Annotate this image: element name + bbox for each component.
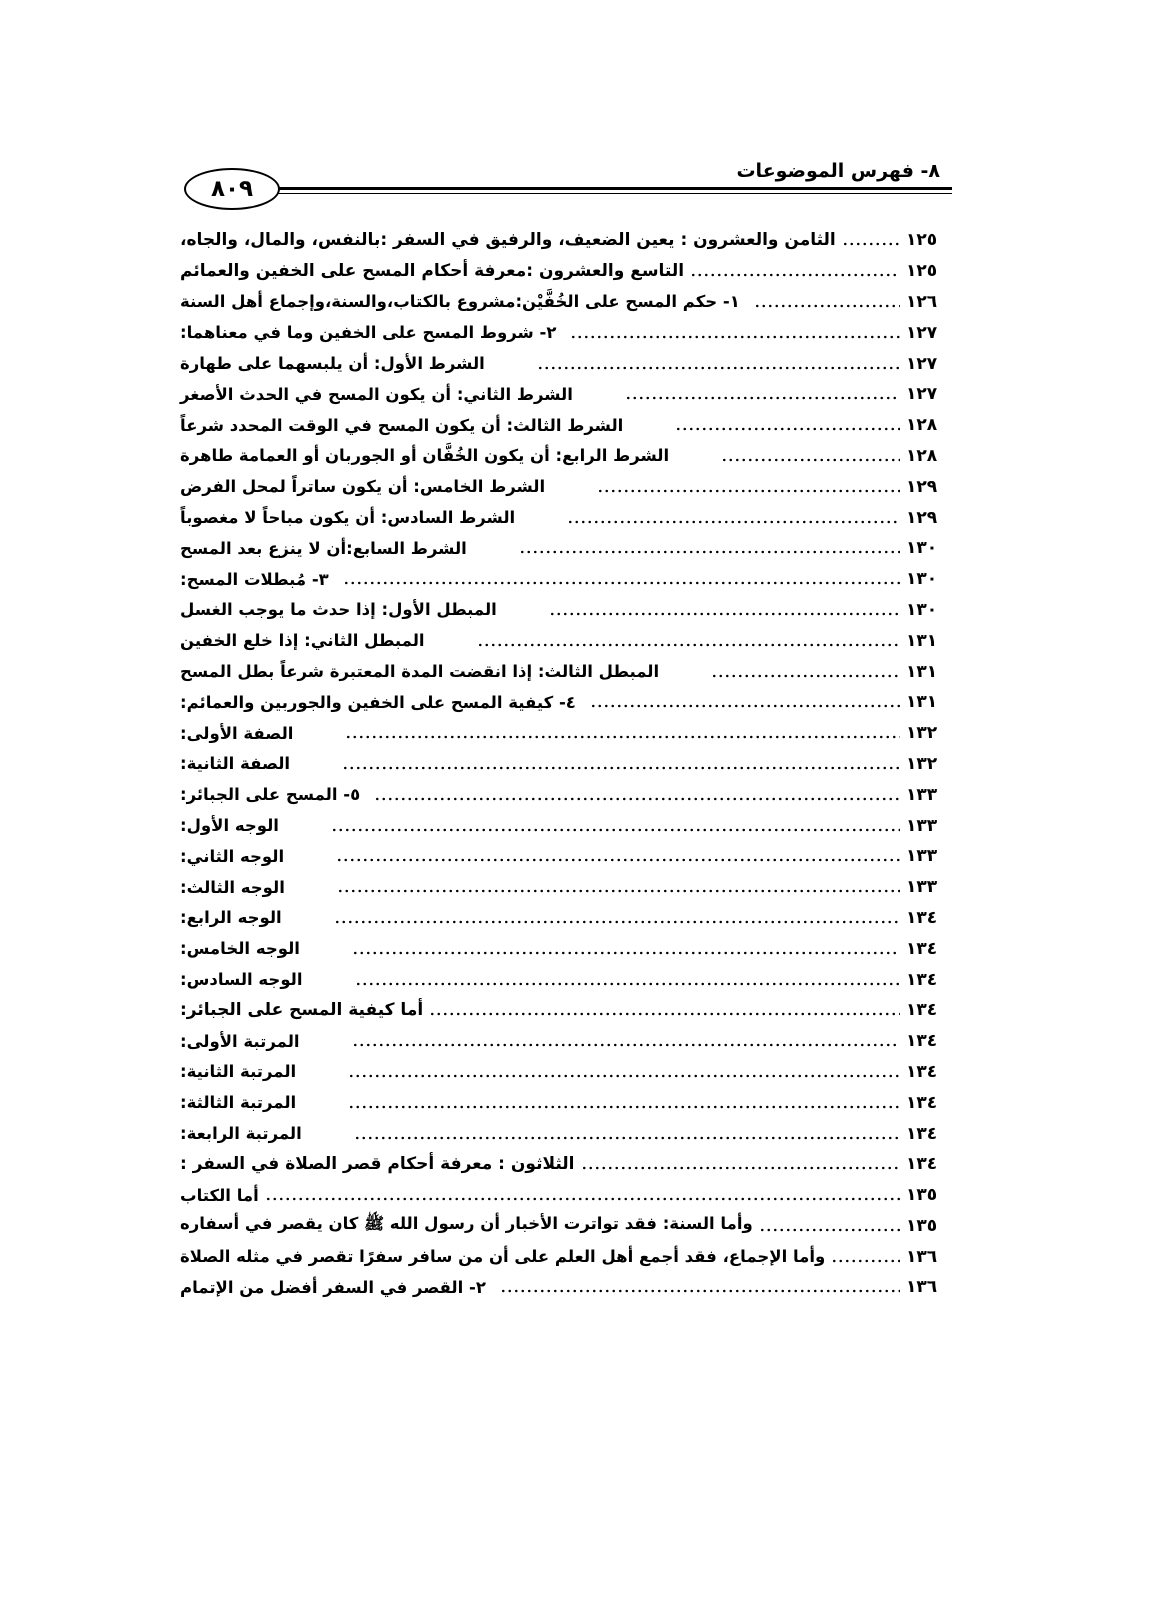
toc-entry: [180, 1272, 952, 1303]
page-header: [180, 160, 952, 216]
toc-entry-title: وأما السنة: فقد تواترت الأخبار أن رسول الله ﷺ كان يقصر في أسفاره: [180, 1213, 753, 1233]
toc-entry: [180, 287, 952, 318]
table-of-contents: [180, 225, 952, 1303]
toc-entry-title: الوجه الرابع:: [180, 908, 282, 928]
dot-leader: [348, 1096, 900, 1110]
toc-entry-title: الثامن والعشرون : يعين الضعيف، والرفيق في السفر :بالنفس، والمال، والجاه،: [180, 230, 836, 251]
toc-entry-title: المرتبة الثانية:: [180, 1062, 297, 1082]
dot-leader: [711, 665, 900, 679]
toc-entry-title: المرتبة الرابعة:: [180, 1124, 302, 1143]
toc-entry: [180, 564, 952, 595]
toc-entry: [180, 1057, 952, 1088]
toc-entry: [180, 1026, 952, 1057]
dot-leader: [374, 788, 900, 802]
toc-entry-page: ١٢٦: [906, 291, 938, 312]
toc-entry-page: ١٣٣: [906, 815, 938, 836]
toc-entry-page: ١٣٤: [906, 938, 938, 959]
toc-entry-page: ١٣٦: [906, 1277, 938, 1298]
toc-entry-page: ١٣٤: [906, 1031, 938, 1052]
toc-entry: [180, 502, 952, 533]
dot-leader: [348, 1065, 900, 1079]
toc-entry-page: ١٢٧: [906, 322, 938, 343]
toc-entry-page: ١٣٦: [906, 1246, 938, 1267]
toc-entry: [180, 1149, 952, 1180]
toc-entry-page: ١٣٠: [906, 599, 938, 620]
dot-leader: [345, 726, 900, 740]
dot-leader: [355, 973, 900, 987]
toc-entry: [180, 471, 952, 502]
dot-leader: [519, 541, 900, 555]
toc-entry: [180, 933, 952, 964]
toc-entry: [180, 1180, 952, 1211]
toc-entry: [180, 872, 952, 903]
toc-entry: [180, 1241, 952, 1272]
toc-entry-title: المبطل الأول: إذا حدث ما يوجب الغسل: [180, 600, 497, 620]
toc-entry-title: أما الكتاب: [180, 1185, 259, 1205]
toc-entry-page: ١٢٥: [906, 261, 938, 282]
toc-entry-page: ١٣٤: [906, 1123, 938, 1144]
toc-entry-title: المرتبة الثالثة:: [180, 1093, 297, 1113]
toc-entry-page: ١٣٣: [906, 784, 938, 805]
toc-entry-title: ٤- كيفية المسح على الخفين والجوربين والعمائم:: [180, 692, 576, 712]
toc-entry-title: الوجه الثالث:: [180, 877, 285, 897]
dot-leader: [549, 603, 900, 617]
dot-leader: [354, 1127, 900, 1141]
dot-leader: [590, 695, 900, 709]
toc-entry-page: ١٣١: [906, 630, 938, 651]
toc-entry-title: الوجه الأول:: [180, 816, 279, 836]
toc-entry: [180, 687, 952, 718]
toc-entry-title: الشرط السادس: أن يكون مباحاً لا مغصوباً: [180, 508, 516, 528]
toc-entry-page: ١٣٤: [906, 1092, 938, 1113]
dot-leader: [342, 757, 900, 771]
dot-leader: [337, 880, 900, 894]
toc-entry-page: ١٣٠: [906, 569, 938, 590]
toc-entry-page: ١٣٤: [906, 969, 938, 990]
toc-entry-page: ١٢٨: [906, 415, 938, 436]
dot-leader: [567, 511, 900, 525]
dot-leader: [265, 1188, 900, 1202]
toc-entry: [180, 317, 952, 348]
header-rule-thin: [276, 193, 952, 194]
dot-leader: [625, 387, 900, 401]
toc-entry-title: الوجه الخامس:: [180, 939, 300, 959]
dot-leader: [690, 264, 900, 278]
toc-entry-page: ١٣٤: [906, 1000, 938, 1021]
toc-entry-page: ١٣٣: [906, 846, 938, 867]
toc-entry-page: ١٣٤: [906, 1154, 938, 1175]
toc-entry-page: ١٣٠: [906, 538, 938, 559]
dot-leader: [754, 295, 900, 309]
toc-entry-title: ٣- مُبطلات المسح:: [180, 569, 329, 589]
toc-entry-title: المبطل الثاني: إذا خلع الخفين: [180, 631, 425, 651]
toc-entry-page: ١٢٥: [906, 230, 938, 251]
toc-entry-page: ١٣٣: [906, 877, 938, 898]
toc-entry-title: المرتبة الأولى:: [180, 1031, 300, 1051]
dot-leader: [500, 1280, 900, 1294]
toc-entry: [180, 225, 952, 256]
toc-entry-page: ١٣٢: [906, 753, 938, 774]
toc-entry-title: ٢- القصر في السفر أفضل من الإتمام: [180, 1277, 486, 1297]
header-rule-thick: [276, 187, 952, 190]
dot-leader: [477, 634, 900, 648]
toc-entry-title: التاسع والعشرون :معرفة أحكام المسح على الخفين والعمائم: [180, 261, 685, 282]
toc-entry-page: ١٣٥: [906, 1185, 938, 1206]
toc-entry-title: الثلاثون : معرفة أحكام قصر الصلاة في السفر :: [180, 1154, 575, 1175]
dot-leader: [537, 357, 900, 371]
page-number-oval: ٨٠٩: [184, 168, 280, 210]
toc-entry-title: الوجه الثاني:: [180, 846, 285, 866]
toc-entry-title: الشرط الثالث: أن يكون المسح في الوقت المحدد شرعاً: [180, 415, 624, 435]
toc-entry: [180, 779, 952, 810]
toc-entry-page: ١٣٤: [906, 1061, 938, 1082]
dot-leader: [570, 326, 900, 340]
toc-entry: [180, 718, 952, 749]
toc-entry-title: الشرط الثاني: أن يكون المسح في الحدث الأصغر: [180, 384, 573, 404]
dot-leader: [331, 819, 900, 833]
toc-entry: [180, 903, 952, 934]
toc-entry-page: ١٣٤: [906, 907, 938, 928]
toc-entry-title: الوجه السادس:: [180, 970, 303, 990]
toc-entry: [180, 1211, 952, 1242]
toc-entry: [180, 1087, 952, 1118]
toc-entry-title: وأما الإجماع، فقد أجمع أهل العلم على أن من سافر سفرًا تقصر في مثله الصلاة: [180, 1247, 826, 1267]
section-title: ٨- فهرس الموضوعات: [736, 160, 940, 182]
dot-leader: [759, 1219, 900, 1233]
toc-entry: [180, 348, 952, 379]
dot-leader: [721, 449, 900, 463]
toc-entry-title: الشرط الأول: أن يلبسهما على طهارة: [180, 354, 485, 374]
toc-entry: [180, 1118, 952, 1149]
toc-entry: [180, 749, 952, 780]
toc-entry-title: أما كيفية المسح على الجبائر:: [180, 1000, 424, 1021]
toc-entry: [180, 841, 952, 872]
toc-entry: [180, 810, 952, 841]
dot-leader: [352, 1034, 900, 1048]
toc-entry-page: ١٣٥: [906, 1215, 938, 1236]
toc-entry-title: المبطل الثالث: إذا انقضت المدة المعتبرة شرعاً بطل المسح: [180, 662, 660, 682]
toc-entry-title: الصفة الثانية:: [180, 754, 291, 774]
toc-entry-page: ١٢٩: [906, 476, 938, 497]
toc-entry: [180, 964, 952, 995]
toc-entry-title: ٢- شروط المسح على الخفين وما في معناهما:: [180, 323, 557, 343]
toc-entry: [180, 256, 952, 287]
dot-leader: [597, 480, 900, 494]
toc-entry-title: الشرط الخامس: أن يكون ساتراً لمحل الفرض: [180, 477, 546, 497]
dot-leader: [334, 911, 900, 925]
toc-entry: [180, 533, 952, 564]
toc-entry-title: الشرط الرابع: أن يكون الخُفَّان أو الجوربان أو العمامة طاهرة: [180, 446, 670, 466]
toc-entry: [180, 656, 952, 687]
toc-entry-title: الصفة الأولى:: [180, 723, 294, 743]
toc-entry-title: ١- حكم المسح على الخُفَّيْن:مشروع بالكتاب،والسنة،وإجماع أهل السنة: [180, 292, 740, 312]
dot-leader: [842, 233, 900, 247]
toc-entry-page: ١٢٧: [906, 353, 938, 374]
dot-leader: [343, 572, 900, 586]
toc-entry-page: ١٣١: [906, 692, 938, 713]
toc-entry: [180, 441, 952, 472]
toc-entry-page: ١٢٨: [906, 445, 938, 466]
toc-entry-page: ١٣١: [906, 661, 938, 682]
toc-entry: [180, 595, 952, 626]
dot-leader: [336, 849, 900, 863]
dot-leader: [675, 418, 900, 432]
toc-entry-title: الشرط السابع:أن لا ينزع بعد المسح: [180, 538, 467, 558]
toc-entry: [180, 379, 952, 410]
toc-entry-page: ١٢٩: [906, 507, 938, 528]
dot-leader: [581, 1157, 900, 1171]
dot-leader: [429, 1003, 900, 1017]
toc-entry-title: ٥- المسح على الجبائر:: [180, 785, 361, 805]
toc-entry: [180, 625, 952, 656]
toc-entry: [180, 995, 952, 1026]
toc-entry-page: ١٢٧: [906, 384, 938, 405]
dot-leader: [831, 1250, 900, 1264]
toc-entry-page: ١٣٢: [906, 723, 938, 744]
dot-leader: [352, 942, 900, 956]
toc-entry: [180, 410, 952, 441]
